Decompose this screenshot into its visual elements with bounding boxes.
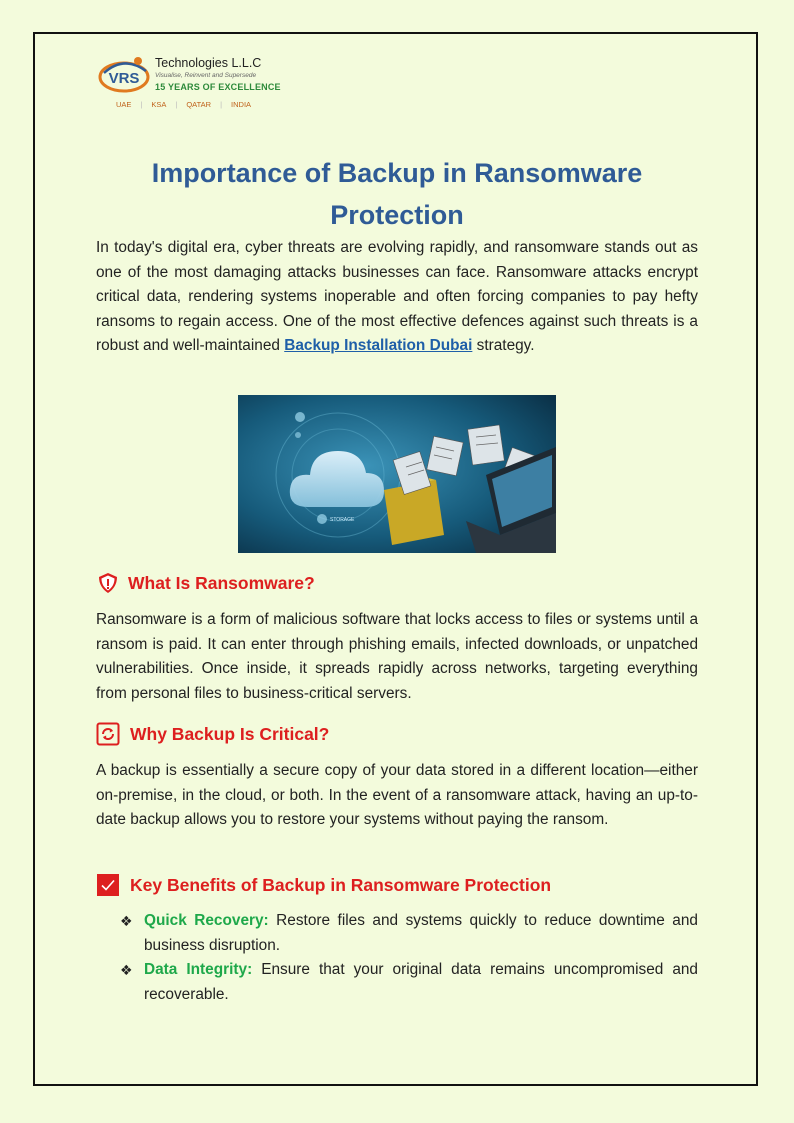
intro-paragraph	[96, 236, 698, 359]
intro-text-end: strategy.	[472, 337, 535, 354]
check-mark-icon	[96, 873, 120, 897]
benefits-list	[120, 909, 698, 1007]
storage-caption: STORAGE	[330, 517, 355, 523]
logo-company-name: Technologies L.L.C	[155, 56, 262, 70]
hero-image	[238, 395, 556, 553]
region-india: INDIA	[231, 100, 252, 109]
backup-installation-link[interactable]: Backup Installation Dubai	[284, 337, 473, 354]
section-heading-text: Key Benefits of Backup in Ransomware Protection	[130, 874, 552, 895]
intro-text: In today's digital era, cyber threats are evolving rapidly, and ransomware stands out as one of the most damaging attacks businesses can face. Ransomware attacks encrypt critical data, rendering systems inoperable and often forcing companies to pay hefty ransoms to regain access. One of the most effective defences against such threats is a robust and well-maintained	[96, 239, 698, 354]
region-qatar: QATAR	[186, 100, 212, 109]
list-item	[120, 958, 698, 1007]
benefit-term: Quick Recovery:	[144, 912, 269, 929]
benefit-text: Ensure that your original data remains uncompromised and recoverable.	[144, 961, 698, 1003]
section-heading-key-benefits	[96, 871, 551, 899]
section-heading-text: What Is Ransomware?	[128, 572, 315, 593]
backup-critical-paragraph: A backup is essentially a secure copy of your data stored in a different location—either on-premise, in the cloud, or both. In the event of a ransomware attack, having an up-to-date backup allows you to restore your systems without paying the ransom.	[96, 762, 698, 828]
section-heading-backup-critical	[96, 720, 329, 748]
list-item	[120, 909, 698, 958]
section-heading-ransomware	[96, 569, 315, 597]
diamond-bullet-icon: ❖	[120, 962, 133, 978]
region-uae: UAE	[116, 100, 132, 109]
logo-tagline: Visualise, Reinvent and Supersede	[155, 72, 257, 79]
diamond-bullet-icon: ❖	[120, 913, 133, 929]
section-heading-text: Why Backup Is Critical?	[130, 723, 330, 744]
company-logo	[98, 53, 318, 113]
page-title: Importance of Backup in Ransomware Protection	[151, 158, 643, 230]
region-ksa: KSA	[151, 100, 167, 109]
vrs-logo-mark	[98, 53, 150, 97]
benefit-term: Data Integrity:	[144, 961, 253, 978]
refresh-icon	[96, 722, 120, 746]
benefit-text: Restore files and systems quickly to reduce downtime and business disruption.	[144, 912, 698, 954]
logo-regions: UAE | KSA | QATAR | INDIA	[116, 100, 252, 109]
shield-warning-icon	[96, 571, 120, 595]
logo-mark-text: VRS	[108, 70, 140, 87]
ransomware-paragraph: Ransomware is a form of malicious software that locks access to files or systems until a ransom is paid. It can enter through phishing emails, infected downloads, or unpatched vulnerabilities. Once inside, it spreads rapidly across networks, targeting everything from personal files to business-critical servers.	[96, 611, 698, 702]
cloud-backup-illustration	[238, 395, 556, 553]
logo-years: 15 YEARS OF EXCELLENCE	[155, 82, 281, 92]
